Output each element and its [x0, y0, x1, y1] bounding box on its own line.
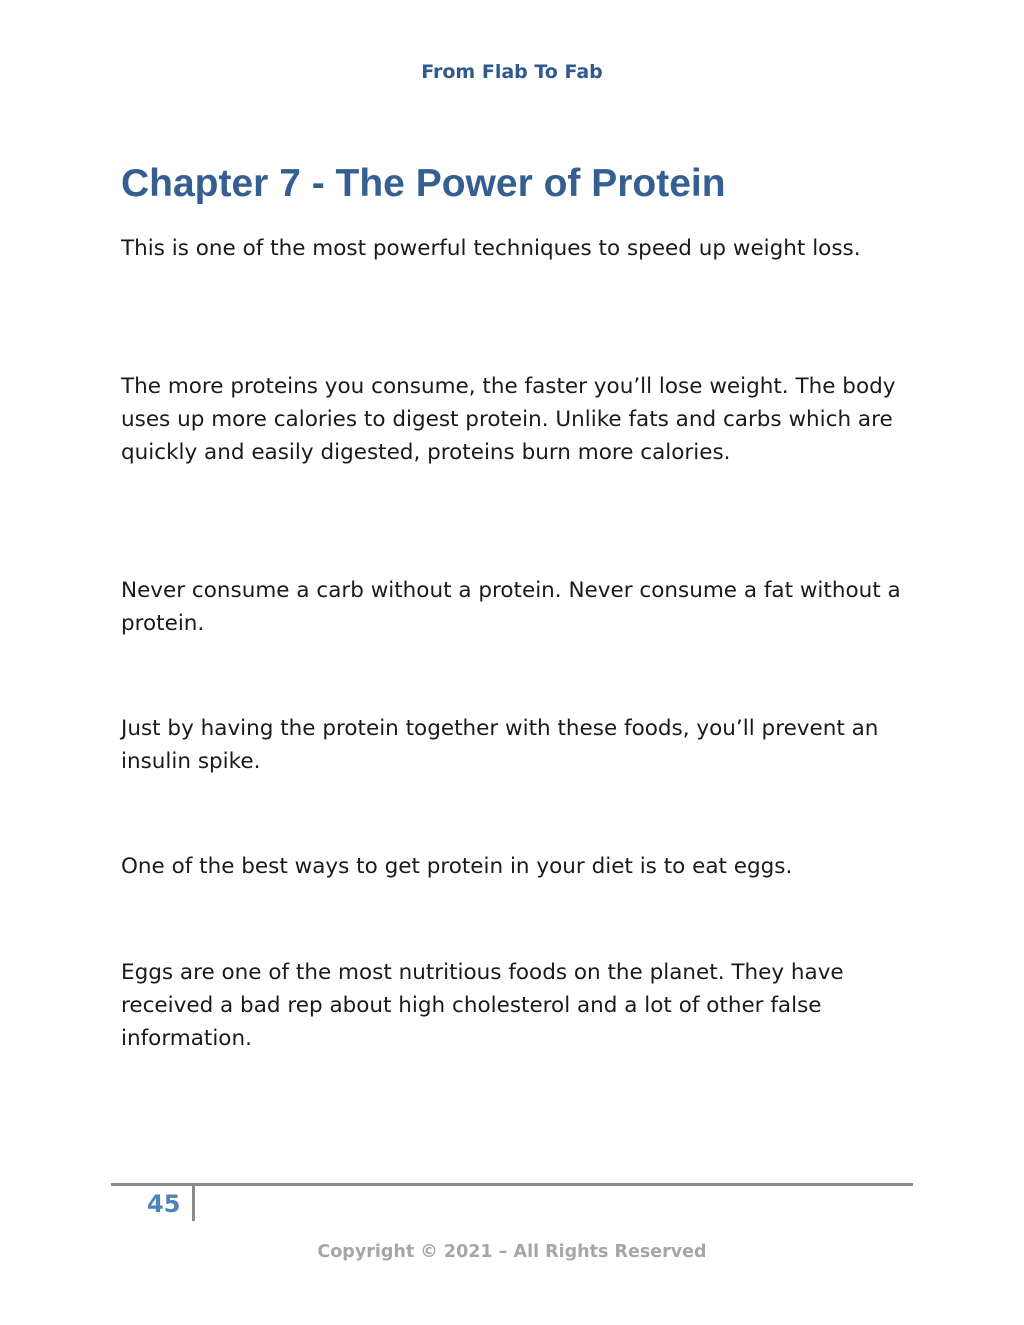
paragraph-never-consume: Never consume a carb without a protein. Never consume a fat without a protein.: [121, 578, 901, 636]
paragraph-eggs-nutrition: Eggs are one of the most nutritious foods on the planet. They have received a bad rep about high cholesterol and a lot of other false information.: [121, 960, 844, 1051]
page-number-divider: [192, 1186, 195, 1221]
paragraph-proteins-burn: The more proteins you consume, the faster you’ll lose weight. The body uses up more calories to digest protein. Unlike fats and carbs which are quickly and easily digested, proteins burn more calories.: [121, 374, 896, 465]
paragraph-insulin-spike: Just by having the protein together with these foods, you’ll prevent an insulin spike.: [121, 716, 879, 774]
copyright-notice: Copyright © 2021 – All Rights Reserved: [317, 1242, 707, 1262]
footer-divider: [111, 1183, 913, 1186]
page-number: 45: [147, 1190, 181, 1218]
paragraph-eggs-intro: One of the best ways to get protein in your diet is to eat eggs.: [121, 854, 793, 879]
running-header: From Flab To Fab: [421, 61, 603, 83]
chapter-title: Chapter 7 - The Power of Protein: [121, 162, 726, 205]
paragraph-intro: This is one of the most powerful techniques to speed up weight loss.: [121, 236, 861, 261]
